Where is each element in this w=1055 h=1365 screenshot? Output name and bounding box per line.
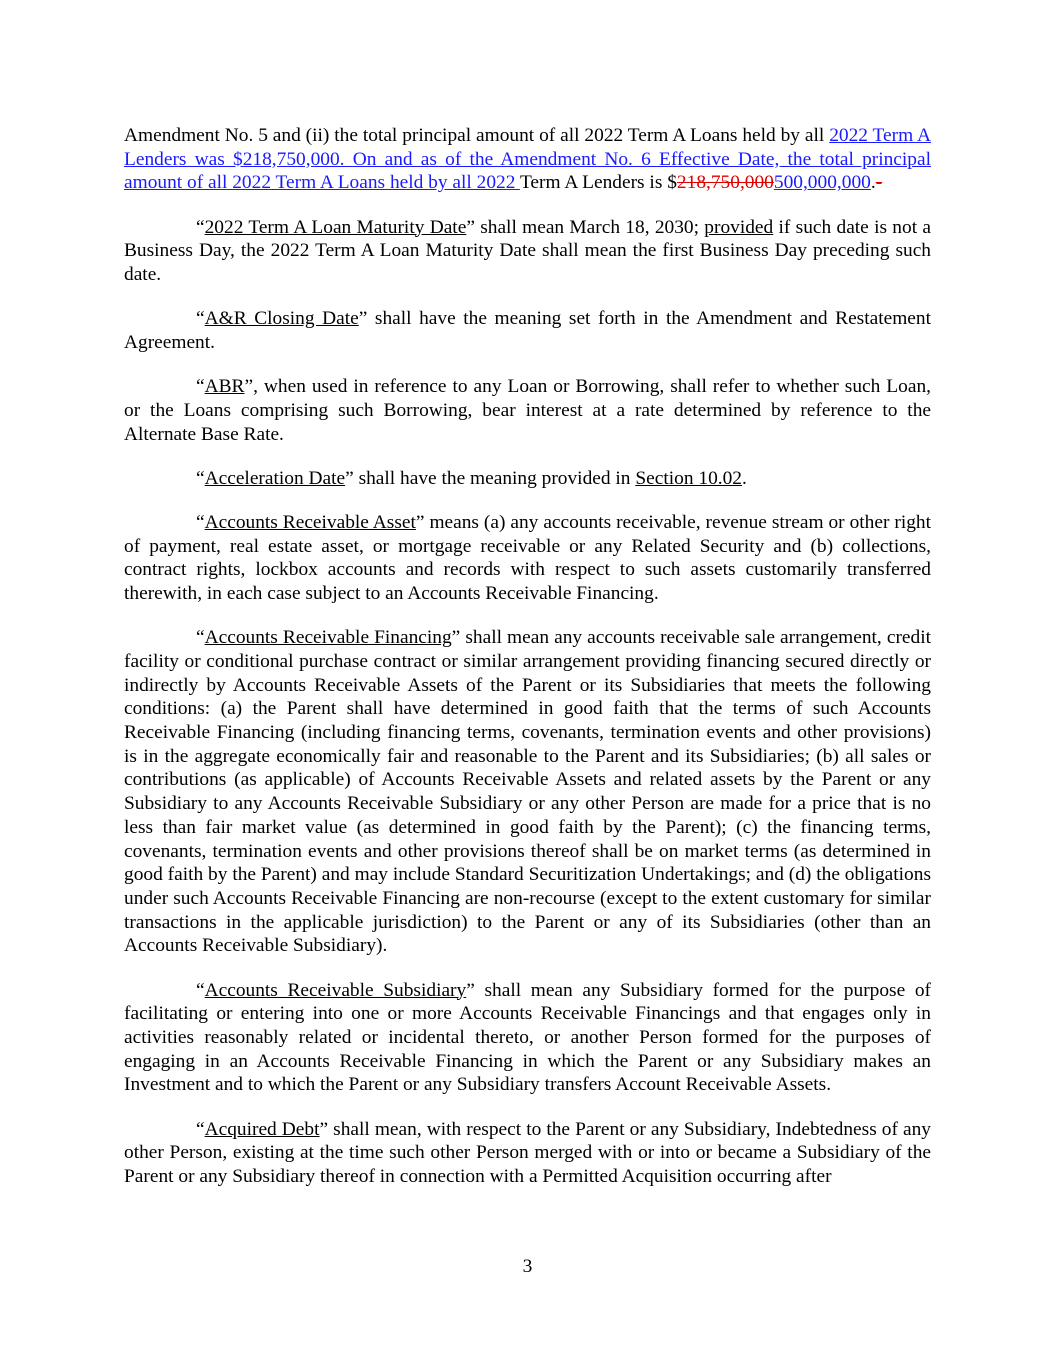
text-segment: Term A Lenders is $ [519, 172, 677, 194]
page-number: 3 [522, 1256, 533, 1277]
text-segment: “ [196, 1118, 205, 1140]
inserted-text: 500,000,000 [773, 172, 871, 194]
definition-paragraph [124, 979, 931, 1098]
definition-paragraph [124, 1118, 931, 1189]
text-segment: ” shall have the meaning provided in [345, 467, 636, 489]
inserted-text: 2022 Term A Lenders was $218,750,000. On and as of the Amendment No. 6 Effective Date, the total principal amount of all 2022 Term A Loans held by all 2022 [124, 125, 931, 194]
deleted-text: - [875, 172, 883, 194]
text-segment: ” shall mean March 18, 2030; [466, 216, 705, 238]
defined-term: Acquired Debt [204, 1118, 320, 1140]
defined-term: 2022 Term A Loan Maturity Date [204, 216, 467, 238]
text-segment: ” shall mean, with respect to the Parent or any Subsidiary, Indebtedness of any other Person, existing at the time such other Person merged with or into or became a Subsidiary of the Parent or any Subsidiary thereof in connection with a Permitted Acquisition occurring after [124, 1118, 931, 1188]
text-segment: “ [196, 627, 205, 649]
text-segment: “ [196, 511, 205, 533]
text-segment: “ [196, 308, 205, 330]
defined-term: Accounts Receivable Subsidiary [204, 979, 467, 1001]
defined-term: A&R Closing Date [204, 308, 359, 330]
text-segment: “ [196, 467, 205, 489]
defined-term: Accounts Receivable Financing [204, 627, 452, 649]
defined-term: provided [704, 216, 774, 238]
defined-term: Acceleration Date [204, 467, 346, 489]
defined-term: ABR [204, 376, 245, 398]
defined-term: Section 10.02 [635, 467, 742, 489]
definition-paragraph [124, 467, 931, 491]
continued-paragraph [124, 124, 931, 195]
text-segment: Amendment No. 5 and (ii) the total principal amount of all 2022 Term A Loans held by all [124, 125, 830, 146]
text-segment: . [870, 172, 876, 194]
text-segment: ”, when used in reference to any Loan or Borrowing, shall refer to whether such Loan, or the Loans comprising such Borrowing, bear interest at a rate determined by reference to the Alternate Base Rate. [124, 376, 931, 445]
text-segment: “ [196, 376, 205, 398]
text-segment: ” shall have the meaning set forth in the Amendment and Restatement Agreement. [124, 308, 931, 353]
text-segment: “ [196, 216, 205, 238]
text-segment: ” shall mean any Subsidiary formed for the purpose of facilitating or entering into one or more Accounts Receivable Financings and that engages only in activities reasonably related or incidental thereto, or another Person formed for the purposes of engaging in an Accounts Receivable Financing in which the Parent or any Subsidiary makes an Investment and to which the Parent or any Subsidiary transfers Account Receivable Assets. [124, 979, 931, 1096]
text-segment: ” means (a) any accounts receivable, revenue stream or other right of payment, real estate asset, or mortgage receivable or any Related Security and (b) collections, contract rights, lockbox accounts and records with respect to such assets customarily transferred therewith, in each case subject to an Accounts Receivable Financing. [124, 511, 931, 605]
definition-paragraph [124, 216, 931, 287]
defined-term: Accounts Receivable Asset [204, 511, 416, 533]
definition-paragraph [124, 511, 931, 606]
text-segment: ” shall mean any accounts receivable sale arrangement, credit facility or conditional purchase contract or similar arrangement providing financing secured directly or indirectly by Accounts Receivable Assets of the Parent or its Subsidiaries that meets the following conditions: (a) the Parent shall have determined in good faith that the terms of such Accounts Receivable Financing (including financing terms, covenants, termination events and other provisions) is in the aggregate economically fair and reasonable to the Parent and its Subsidiaries; (b) all sales or contributions (as applicable) of Accounts Receivable Assets and related assets by the Parent or any Subsidiary to any Accounts Receivable Subsidiary or any other Person are made for a price that is no less than fair market value (as determined in good faith by the Parent); (c) the financing terms, covenants, termination events and other provisions thereof shall be on market terms (as determined in good faith by the Parent) and may include Standard Securitization Undertakings; and (d) the obligations under such Accounts Receivable Financing are non-recourse (except to the extent customary for similar transactions in the applicable jurisdiction) to the Parent or any of its Subsidiaries (other than an Accounts Receivable Subsidiary). [124, 627, 931, 957]
definition-paragraph [124, 626, 931, 958]
text-segment: “ [196, 979, 205, 1001]
deleted-text: 218,750,000 [676, 172, 774, 194]
document-page [124, 124, 931, 1209]
definition-paragraph [124, 307, 931, 354]
text-segment: if such date is not a Business Day, the 2022 Term A Loan Maturity Date shall mean the first Business Day preceding such date. [124, 216, 931, 286]
definition-paragraph [124, 375, 931, 446]
text-segment: . [742, 467, 747, 489]
